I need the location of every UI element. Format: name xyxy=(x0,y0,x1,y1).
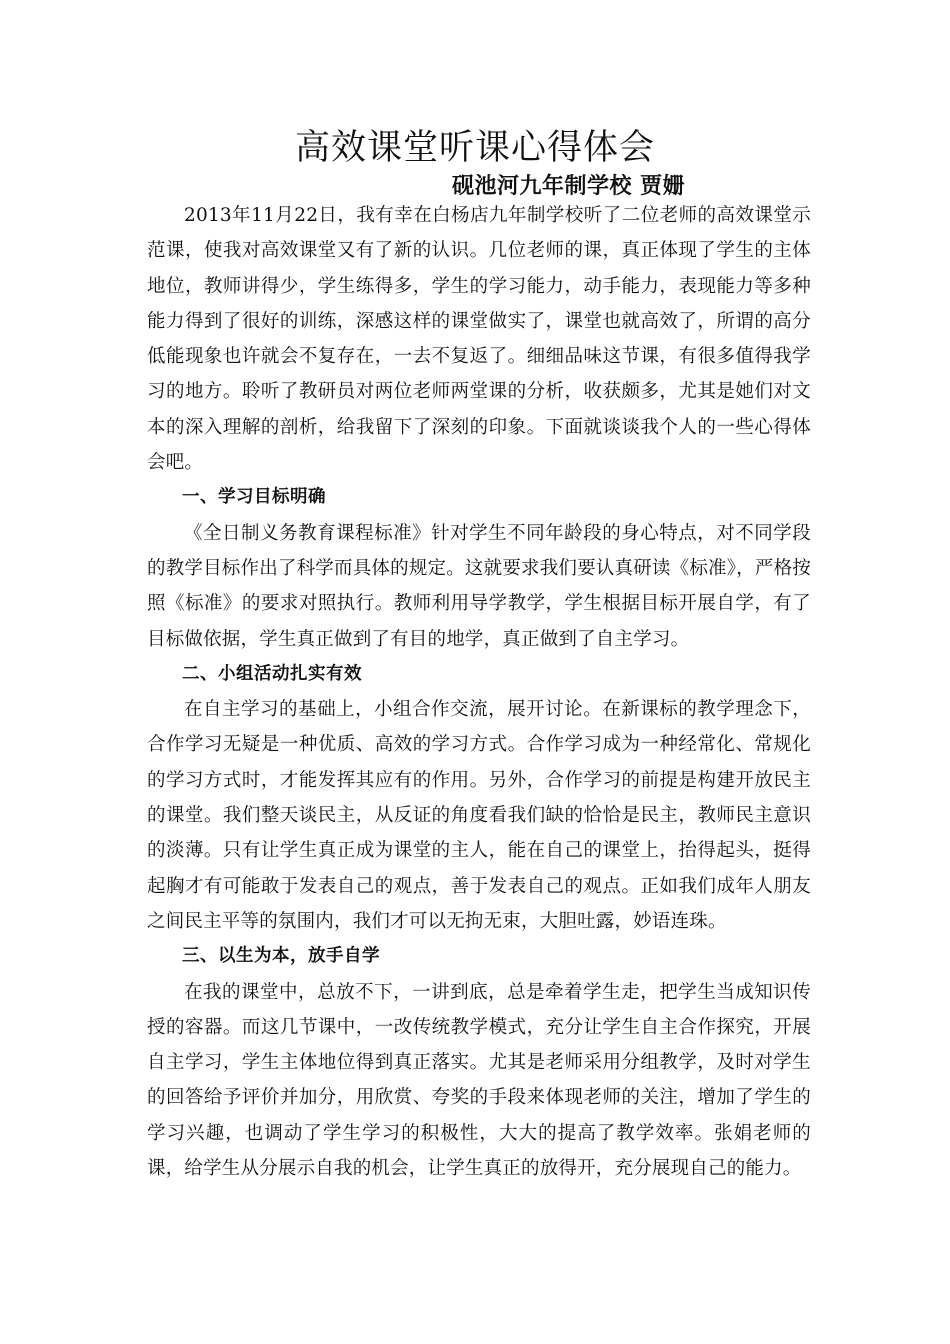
document-title: 高效课堂听课心得体会 xyxy=(294,128,655,168)
section-paragraph-2: 在自主学习的基础上，小组合作交流，展开讨论。在新课标的教学理念下，合作学习无疑是一种优质、高效的学习方式。合作学习成为一种经常化、常规化的学习方式时，才能发挥其应有的作用。另外，合作学习的前提是构建开放民主的课堂。我们整天谈民主，从反证的角度看我们缺的恰恰是民主，教师民主意识的淡薄。只有让学生真正成为课堂的主人，能在自己的课堂上，抬得起头，挺得起胸才有可能敢于发表自己的观点，善于发表自己的观点。正如我们成年人朋友之间民主平等的氛围内，我们才可以无拘无束，大胆吐露，妙语连珠。 xyxy=(147,699,811,932)
section-paragraph-1: 《全日制义务教育课程标准》针对学生不同年龄段的身心特点，对不同学段的教学目标作出了科学而具体的规定。这就要求我们要认真研读《标准》，严格按照《标准》的要求对照执行。教师利用导学教学，学生根据目标开展自学，有了目标做依据，学生真正做到了有目的地学，真正做到了自主学习。 xyxy=(147,522,811,650)
document-body xyxy=(147,198,811,1186)
section-heading-1: 一、学习目标明确 xyxy=(182,487,326,508)
section-heading-2: 二、小组活动扎实有效 xyxy=(182,663,362,684)
intro-paragraph: 2013年11月22日，我有幸在白杨店九年制学校听了二位老师的高效课堂示范课，使我对高效课堂又有了新的认识。几位老师的课，真正体现了学生的主体地位，教师讲得少，学生练得多，学生的学习能力，动手能力，表现能力等多种能力得到了很好的训练，深感这样的课堂做实了，课堂也就高效了，所谓的高分低能现象也许就会不复存在，一去不复返了。细细品味这节课，有很多值得我学习的地方。聆听了教研员对两位老师两堂课的分析，收获颇多，尤其是她们对文本的深入理解的剖析，给我留下了深刻的印象。下面就谈谈我个人的一些心得体会吧。 xyxy=(147,205,811,474)
section-paragraph-3: 在我的课堂中，总放不下，一讲到底，总是牵着学生走，把学生当成知识传授的容器。而这几节课中，一改传统教学模式，充分让学生自主合作探究，开展自主学习，学生主体地位得到真正落实。尤其是老师采用分组教学，及时对学生的回答给予评价并加分，用欣赏、夸奖的手段来体现老师的关注，增加了学生的学习兴趣，也调动了学生学习的积极性，大大的提高了教学效率。张娟老师的课，给学生从分展示自我的机会，让学生真正的放得开，充分展现自己的能力。 xyxy=(147,981,811,1180)
section-heading-3: 三、以生为本，放手自学 xyxy=(182,946,380,967)
author-byline: 砚池河九年制学校 贾姗 xyxy=(452,174,686,199)
